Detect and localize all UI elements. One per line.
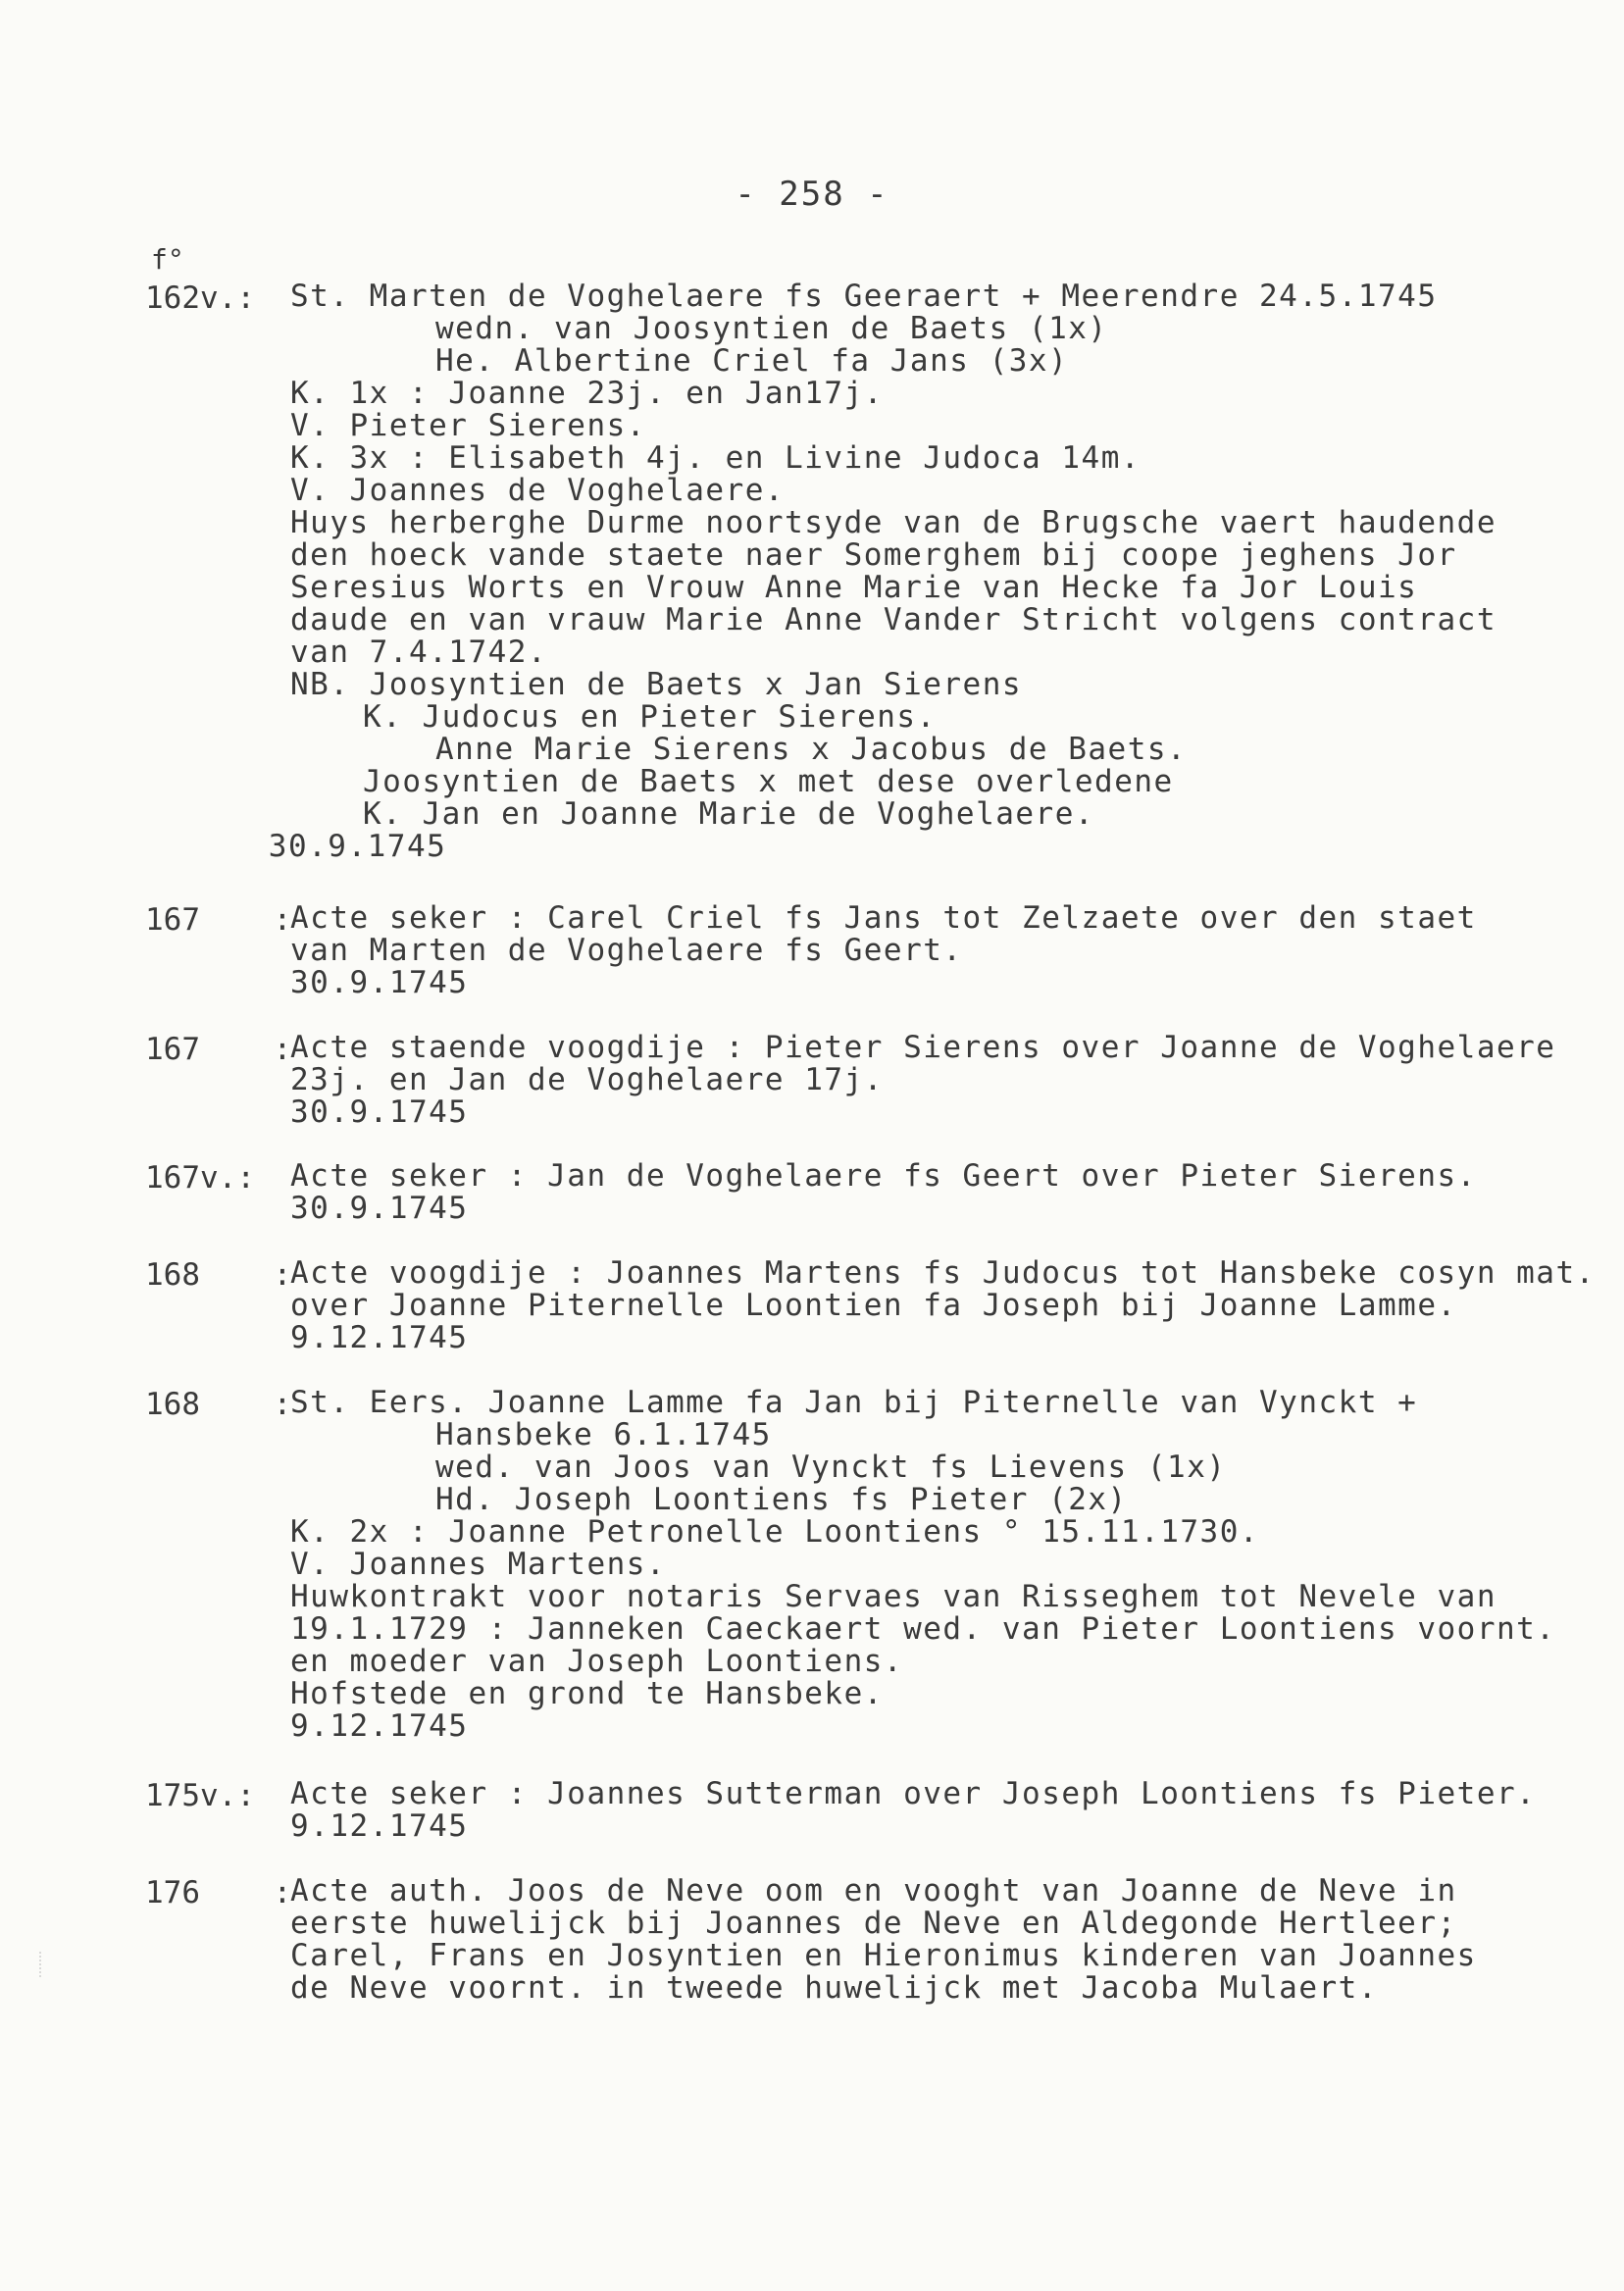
page-number: - 258 - <box>735 175 889 214</box>
entry-text-line: Joosyntien de Baets x met dese overledene <box>363 764 1174 799</box>
entry-text-line: 23j. en Jan de Voghelaere 17j. <box>290 1062 884 1097</box>
entry-text-line: K. 3x : Elisabeth 4j. en Livine Judoca 14m. <box>290 440 1142 476</box>
entry-text-line: Seresius Worts en Vrouw Anne Marie van Hecke fa Jor Louis <box>290 570 1418 605</box>
folio-reference: 162v.: <box>145 280 255 316</box>
entry-text-line: K. 2x : Joanne Petronelle Loontiens ° 15.11.1730. <box>290 1514 1260 1550</box>
entry-text-line: St. Eers. Joanne Lamme fa Jan bij Piternelle van Vynckt + <box>290 1385 1418 1420</box>
entry-text-line: 30.9.1745 <box>268 829 447 864</box>
entry-text-line: V. Joannes Martens. <box>290 1547 667 1582</box>
folio-reference: 167v.: <box>145 1160 255 1196</box>
entry-text-line: 30.9.1745 <box>290 1095 469 1130</box>
entry-text-line: van Marten de Voghelaere fs Geert. <box>290 933 963 968</box>
entry-text-line: over Joanne Piternelle Loontien fa Joseph bij Joanne Lamme. <box>290 1288 1457 1323</box>
entry-text-line: daude en van vrauw Marie Anne Vander Stricht volgens contract <box>290 602 1497 637</box>
entry-text-line: Acte seker : Carel Criel fs Jans tot Zelzaete over den staet <box>290 900 1477 936</box>
entry-text-line: eerste huwelijck bij Joannes de Neve en Aldegonde Hertleer; <box>290 1906 1457 1941</box>
entry-text-line: 9.12.1745 <box>290 1708 469 1744</box>
folio-reference: 175v.: <box>145 1778 255 1813</box>
entry-text-line: Hofstede en grond te Hansbeke. <box>290 1676 884 1711</box>
entry-text-line: St. Marten de Voghelaere fs Geeraert + Meerendre 24.5.1745 <box>290 279 1438 314</box>
entry-text-line: 30.9.1745 <box>290 965 469 1000</box>
entry-text-line: K. 1x : Joanne 23j. en Jan17j. <box>290 376 884 411</box>
entry-text-line: Anne Marie Sierens x Jacobus de Baets. <box>435 732 1188 767</box>
folio-reference: 167 : <box>145 902 292 938</box>
entry-text-line: Acte staende voogdije : Pieter Sierens over Joanne de Voghelaere <box>290 1030 1556 1065</box>
entry-text-line: wed. van Joos van Vynckt fs Lievens (1x) <box>435 1450 1227 1485</box>
entry-text-line: en moeder van Joseph Loontiens. <box>290 1644 904 1679</box>
entry-text-line: van 7.4.1742. <box>290 635 548 670</box>
entry-text-line: Acte seker : Joannes Sutterman over Joseph Loontiens fs Pieter. <box>290 1776 1537 1811</box>
entry-text-line: Acte seker : Jan de Voghelaere fs Geert over Pieter Sierens. <box>290 1158 1477 1194</box>
entry-text-line: wedn. van Joosyntien de Baets (1x) <box>435 311 1108 346</box>
folio-reference: 176 : <box>145 1875 292 1910</box>
entry-text-line: Huys herberghe Durme noortsyde van de Brugsche vaert haudende <box>290 505 1497 540</box>
scan-speck <box>39 1952 53 1977</box>
folio-reference: 168 : <box>145 1257 292 1293</box>
entry-text-line: 30.9.1745 <box>290 1191 469 1226</box>
entry-text-line: 9.12.1745 <box>290 1808 469 1844</box>
entry-text-line: He. Albertine Criel fa Jans (3x) <box>435 343 1069 379</box>
entry-text-line: V. Pieter Sierens. <box>290 408 646 443</box>
entry-text-line: 9.12.1745 <box>290 1320 469 1355</box>
folio-reference: 167 : <box>145 1032 292 1067</box>
entry-text-line: K. Judocus en Pieter Sierens. <box>363 699 937 735</box>
entry-text-line: de Neve voornt. in tweede huwelijck met Jacoba Mulaert. <box>290 1970 1378 2006</box>
folio-reference: 168 : <box>145 1387 292 1422</box>
entry-text-line: Hansbeke 6.1.1745 <box>435 1417 772 1452</box>
entry-text-line: Carel, Frans en Josyntien en Hieronimus kinderen van Joannes <box>290 1938 1477 1973</box>
entry-text-line: den hoeck vande staete naer Somerghem bij coope jeghens Jor <box>290 537 1457 573</box>
entry-text-line: Acte voogdije : Joannes Martens fs Judocus tot Hansbeke cosyn mat. <box>290 1255 1596 1291</box>
entry-text-line: Huwkontrakt voor notaris Servaes van Risseghem tot Nevele van <box>290 1579 1497 1614</box>
entry-text-line: K. Jan en Joanne Marie de Voghelaere. <box>363 796 1095 832</box>
entry-text-line: Hd. Joseph Loontiens fs Pieter (2x) <box>435 1482 1128 1517</box>
entry-text-line: Acte auth. Joos de Neve oom en vooght van Joanne de Neve in <box>290 1873 1457 1909</box>
entry-text-line: 19.1.1729 : Janneken Caeckaert wed. van Pieter Loontiens voornt. <box>290 1611 1556 1647</box>
entry-text-line: V. Joannes de Voghelaere. <box>290 473 786 508</box>
entry-text-line: NB. Joosyntien de Baets x Jan Sierens <box>290 667 1023 702</box>
folio-label: f° <box>151 243 184 276</box>
